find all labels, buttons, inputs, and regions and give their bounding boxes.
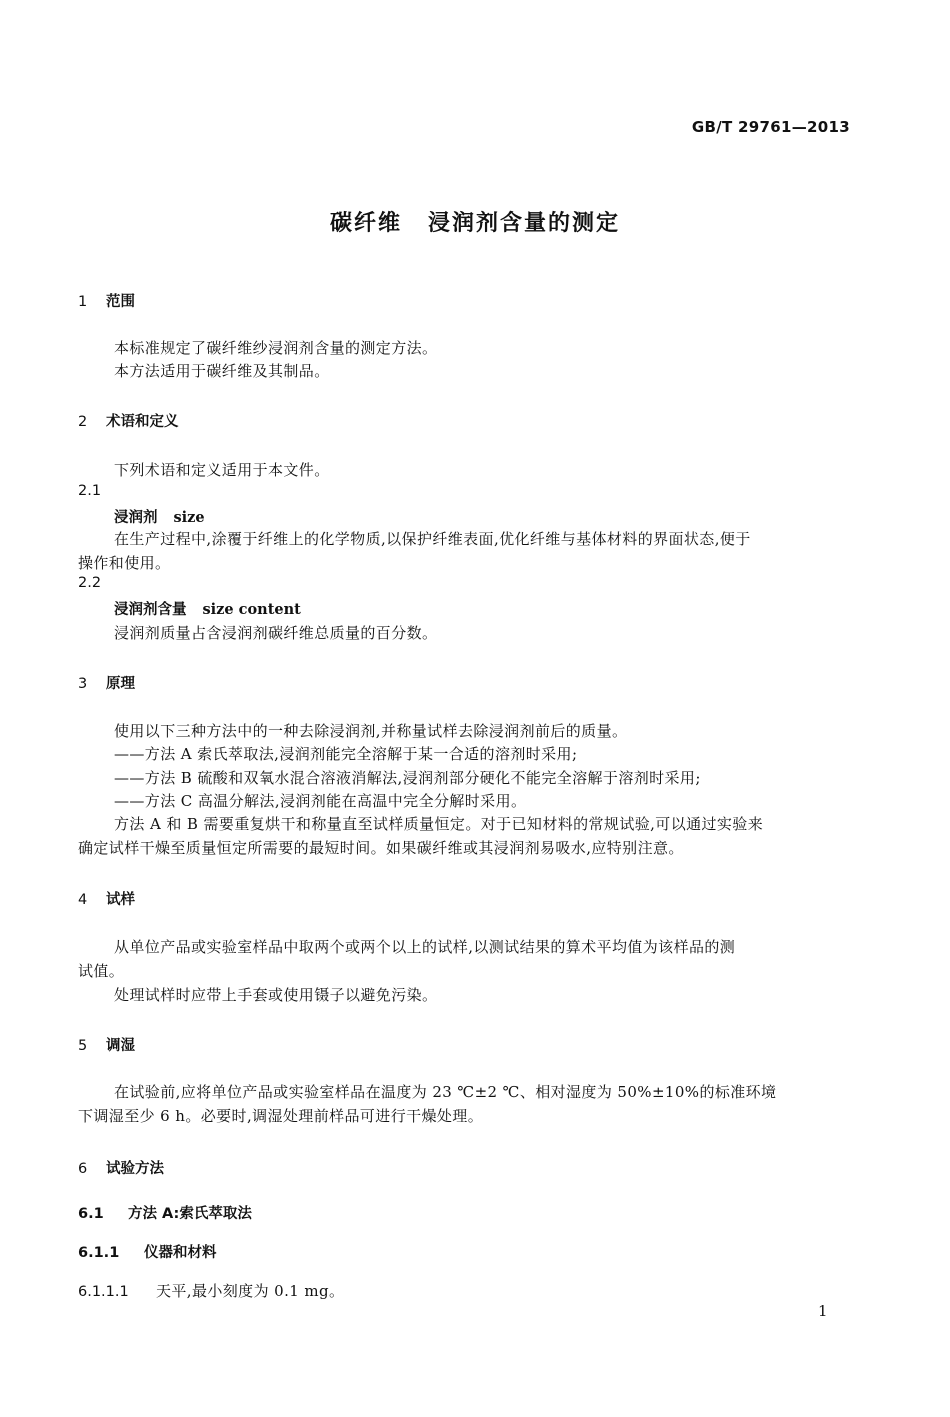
document-title: [0, 206, 950, 237]
term-chinese: 浸润剂: [114, 510, 158, 526]
section-5-paragraph-line-1: 在试验前,应将单位产品或实验室样品在温度为 23 ℃±2 ℃、相对湿度为 50%±10%的标准环境: [114, 1083, 777, 1101]
term-english: size: [173, 509, 205, 526]
section-5-heading: [78, 1034, 135, 1055]
term-2-1-number: 2.1: [78, 483, 102, 499]
section-6-heading: [78, 1157, 164, 1178]
title-part-2: 浸润剂含量的测定: [428, 211, 621, 236]
section-number: 6: [78, 1161, 88, 1177]
section-number: 5: [78, 1038, 88, 1054]
section-number: 4: [78, 892, 88, 908]
subsection-number: 6.1: [78, 1206, 104, 1222]
term-2-2-name: [114, 598, 301, 619]
term-2-1-name: [114, 506, 205, 527]
subsection-6-1-1-heading: [78, 1241, 217, 1262]
clause-number: 6.1.1.1: [78, 1284, 129, 1300]
section-2-intro: 下列术语和定义适用于本文件。: [114, 461, 330, 479]
section-number: 2: [78, 414, 88, 430]
clause-6-1-1-1: [78, 1280, 344, 1301]
term-chinese: 浸润剂含量: [114, 602, 187, 618]
section-1-heading: [78, 290, 135, 311]
subsection-number: 6.1.1: [78, 1245, 120, 1261]
method-list-item: ——方法 A 索氏萃取法,浸润剂能完全溶解于某一合适的溶剂时采用;: [114, 745, 578, 763]
section-title: 范围: [106, 294, 135, 310]
term-2-1-definition-line-2: 操作和使用。: [78, 554, 171, 572]
standard-number: GB/T 29761—2013: [691, 118, 850, 136]
section-1-paragraph-2: 本方法适用于碳纤维及其制品。: [114, 362, 330, 380]
section-title: 调湿: [106, 1038, 135, 1054]
term-english: size content: [202, 601, 301, 618]
title-part-1: 碳纤维: [329, 211, 402, 236]
clause-text: 天平,最小刻度为 0.1 mg。: [156, 1282, 345, 1300]
section-title: 原理: [106, 676, 135, 692]
subsection-title: 仪器和材料: [144, 1245, 217, 1261]
section-2-heading: [78, 410, 179, 431]
method-list-item: ——方法 C 高温分解法,浸润剂能在高温中完全分解时采用。: [114, 792, 527, 810]
section-3-paragraph-2-line-1: 方法 A 和 B 需要重复烘干和称量直至试样质量恒定。对于已知材料的常规试验,可以通过实验来: [114, 815, 764, 833]
term-2-2-definition: 浸润剂质量占含浸润剂碳纤维总质量的百分数。: [114, 624, 438, 642]
page-number: 1: [818, 1302, 828, 1320]
section-4-paragraph-2: 处理试样时应带上手套或使用镊子以避免污染。: [114, 986, 438, 1004]
section-number: 3: [78, 676, 88, 692]
section-5-paragraph-line-2: 下调湿至少 6 h。必要时,调湿处理前样品可进行干燥处理。: [78, 1107, 484, 1125]
method-list-item: ——方法 B 硫酸和双氧水混合溶液消解法,浸润剂部分硬化不能完全溶解于溶剂时采用;: [114, 769, 701, 787]
section-4-paragraph-1-line-2: 试值。: [78, 962, 125, 980]
section-4-paragraph-1-line-1: 从单位产品或实验室样品中取两个或两个以上的试样,以测试结果的算术平均值为该样品的测: [114, 938, 736, 956]
section-4-heading: [78, 888, 135, 909]
term-2-2-number: 2.2: [78, 575, 102, 591]
section-title: 试样: [106, 892, 135, 908]
term-2-1-definition-line-1: 在生产过程中,涂覆于纤维上的化学物质,以保护纤维表面,优化纤维与基体材料的界面状态,便于: [114, 530, 751, 548]
subsection-6-1-heading: [78, 1202, 252, 1223]
subsection-title: 方法 A:索氏萃取法: [128, 1206, 252, 1222]
section-3-paragraph-2-line-2: 确定试样干燥至质量恒定所需要的最短时间。如果碳纤维或其浸润剂易吸水,应特别注意。: [78, 839, 684, 857]
section-number: 1: [78, 294, 88, 310]
section-3-heading: [78, 672, 135, 693]
section-title: 术语和定义: [106, 414, 179, 430]
section-1-paragraph-1: 本标准规定了碳纤维纱浸润剂含量的测定方法。: [114, 339, 438, 357]
section-title: 试验方法: [106, 1161, 164, 1177]
section-3-paragraph-1: 使用以下三种方法中的一种去除浸润剂,并称量试样去除浸润剂前后的质量。: [114, 722, 628, 740]
